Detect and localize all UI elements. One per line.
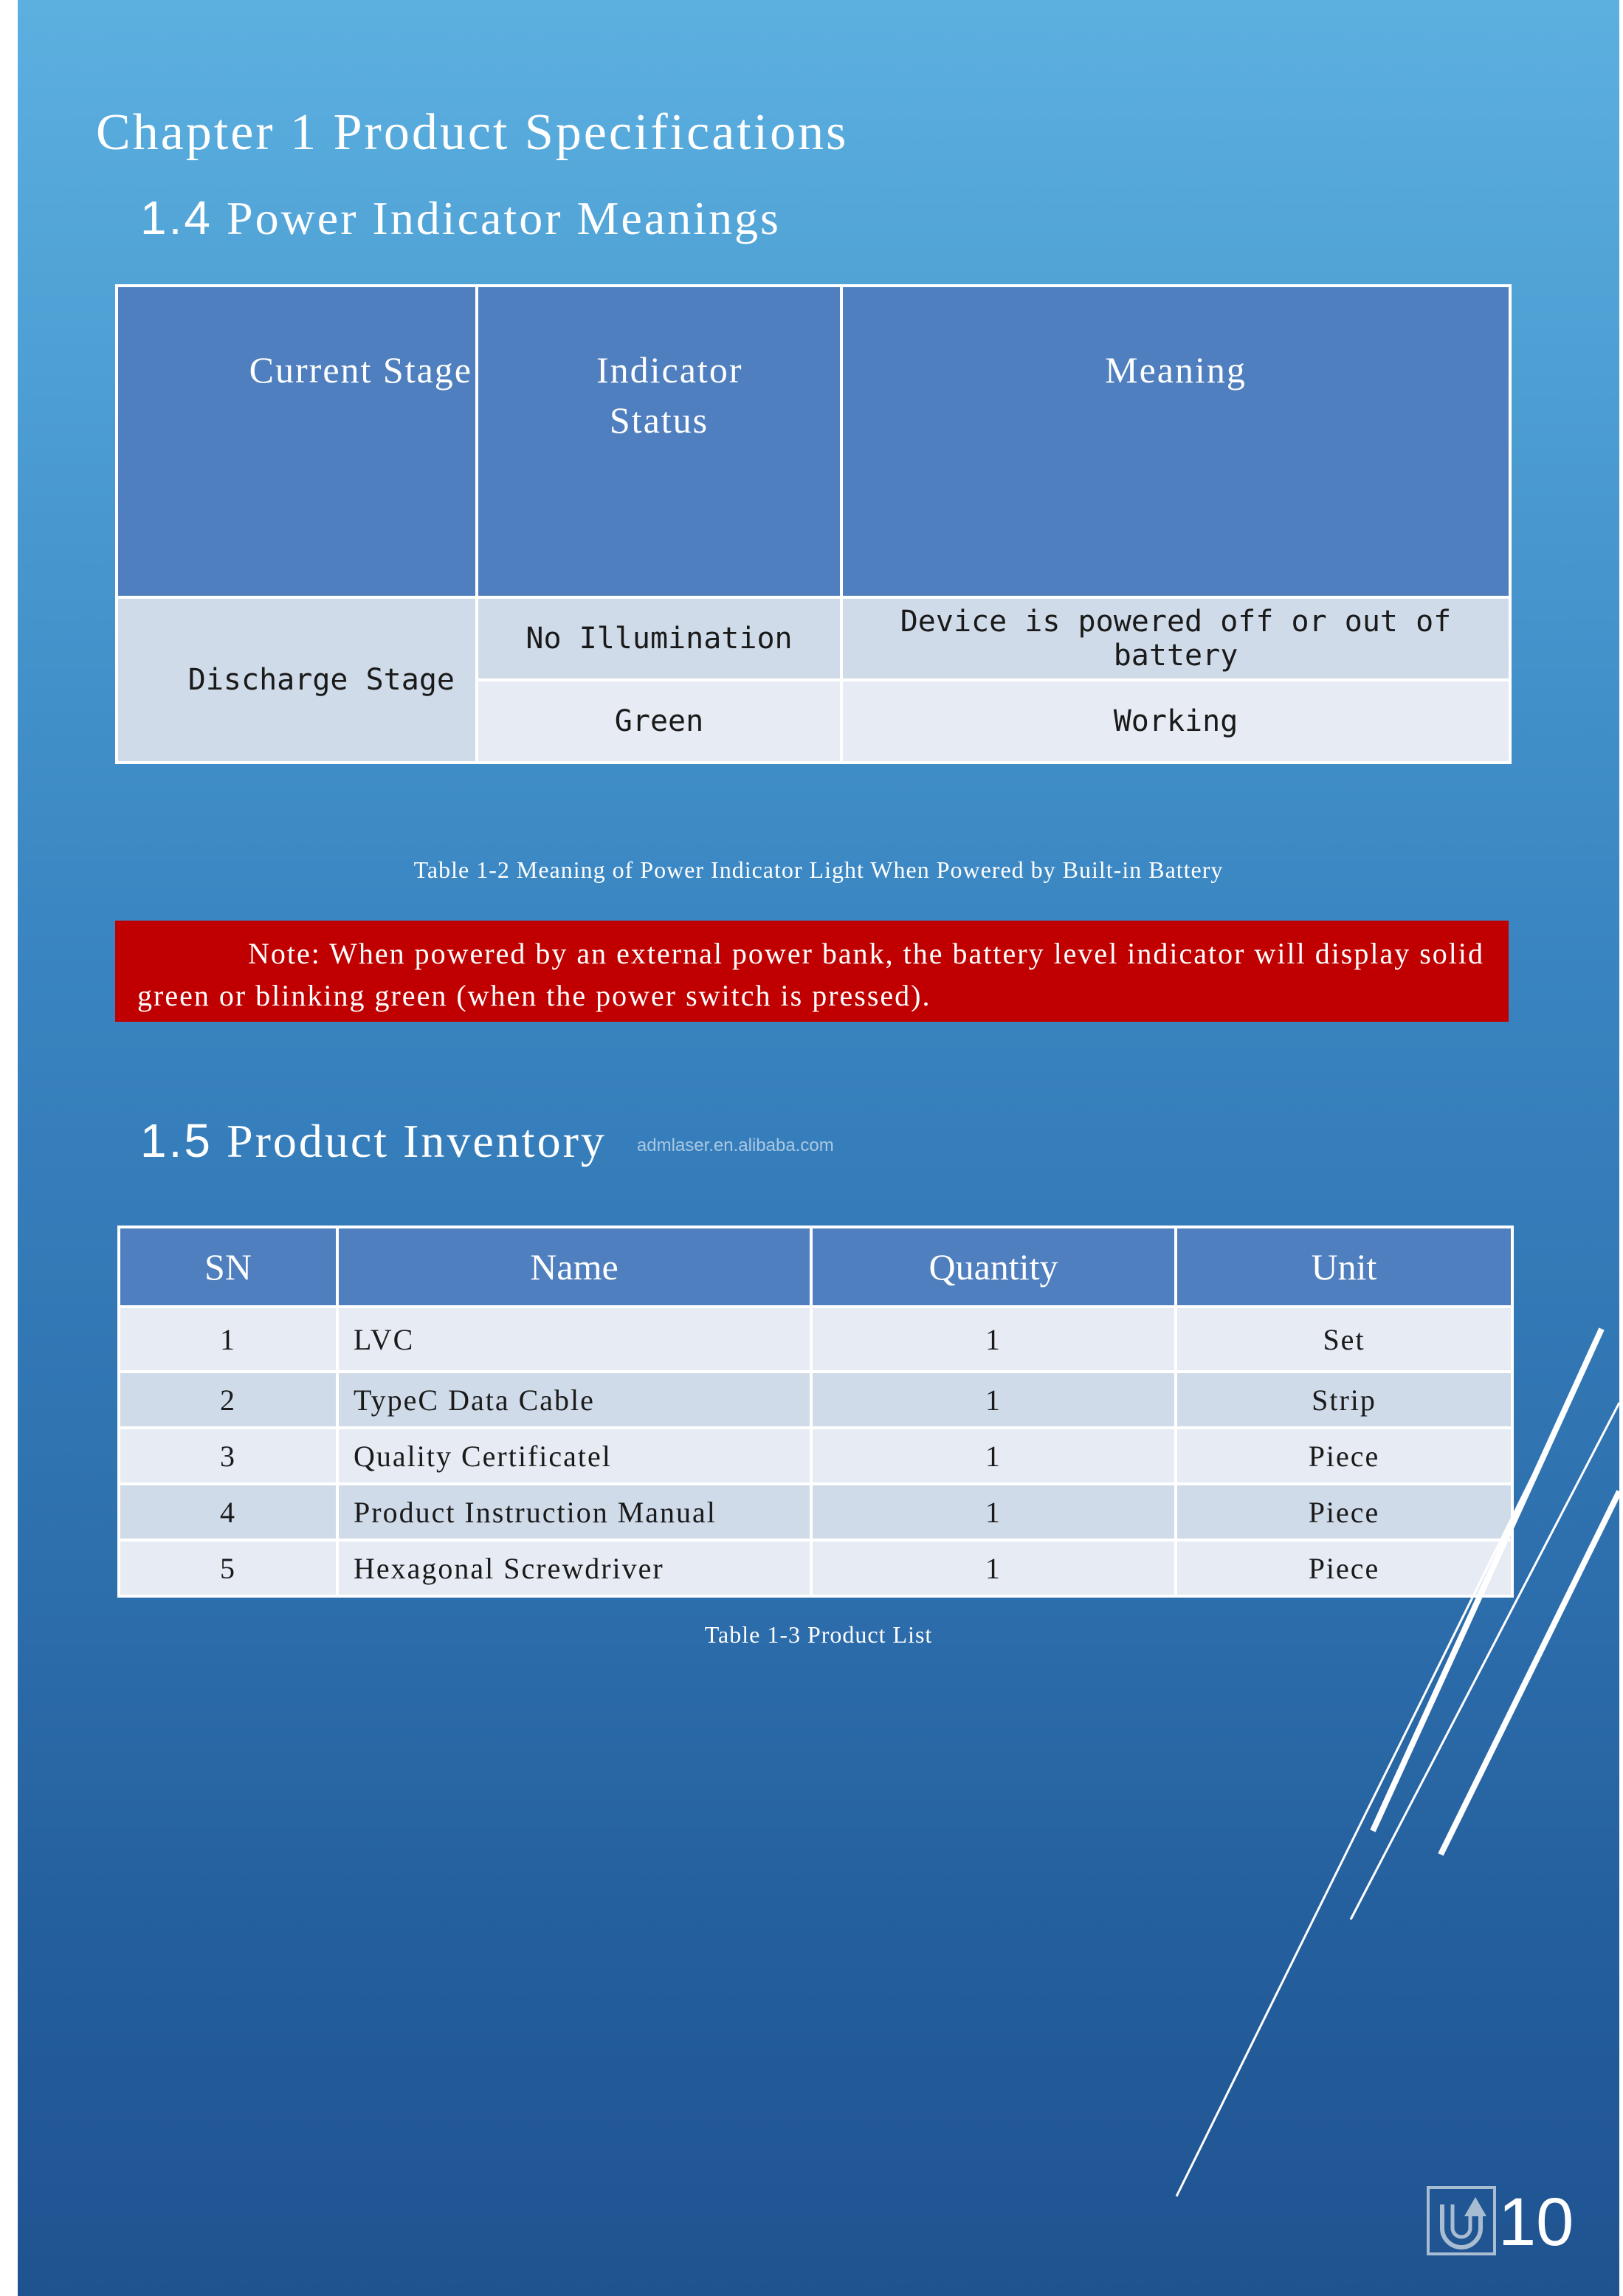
quantity-cell: 1 [811, 1484, 1176, 1540]
quantity-cell: 1 [811, 1372, 1176, 1428]
u-arrow-logo-icon [1426, 2185, 1497, 2256]
section-number: 1.5 [140, 1114, 213, 1167]
deco-line [1351, 1403, 1619, 1919]
sn-cell: 5 [119, 1540, 337, 1596]
document-page [18, 0, 1619, 2296]
quantity-cell: 1 [811, 1540, 1176, 1596]
chapter-title: Chapter 1 Product Specifications [96, 104, 849, 161]
section-number: 1.4 [140, 191, 213, 244]
table-1-2-caption: Table 1-2 Meaning of Power Indicator Light When Powered by Built-in Battery [413, 856, 1224, 883]
header-meaning: Meaning [841, 286, 1510, 597]
deco-line [1176, 1477, 1532, 2196]
status-cell: No Illumination [477, 597, 841, 680]
name-cell: TypeC Data Cable [337, 1372, 811, 1428]
unit-cell: Piece [1176, 1428, 1512, 1484]
meaning-cell: Device is powered off or out of battery [841, 597, 1510, 680]
stage-cell: Discharge Stage [117, 597, 477, 763]
quantity-cell: 1 [811, 1307, 1176, 1372]
sn-cell: 1 [119, 1307, 337, 1372]
watermark-text: admlaser.en.alibaba.com [636, 1135, 834, 1156]
unit-cell: Set [1176, 1307, 1512, 1372]
name-cell: Quality Certificatel [337, 1428, 811, 1484]
unit-cell: Piece [1176, 1484, 1512, 1540]
sn-cell: 3 [119, 1428, 337, 1484]
table-1-3-caption: Table 1-3 Product List [704, 1621, 933, 1648]
status-cell: Green [477, 680, 841, 763]
header-quantity: Quantity [811, 1227, 1176, 1307]
note-box: Note: When powered by an external power bank, the battery level indicator will display solid green or blinking green (when the power switch is pressed). [115, 921, 1509, 1022]
header-name: Name [337, 1227, 811, 1307]
section-title: Power Indicator Meanings [226, 192, 781, 244]
name-cell: Product Instruction Manual [337, 1484, 811, 1540]
page-number: 10 [1498, 2185, 1574, 2260]
section-title: Product Inventory [226, 1115, 607, 1167]
deco-line [1441, 1491, 1619, 1855]
unit-cell: Piece [1176, 1540, 1512, 1596]
header-indicator-status: Indicator Status [477, 286, 841, 597]
meaning-cell: Working [841, 680, 1510, 763]
quantity-cell: 1 [811, 1428, 1176, 1484]
unit-cell: Strip [1176, 1372, 1512, 1428]
sn-cell: 2 [119, 1372, 337, 1428]
header-unit: Unit [1176, 1227, 1512, 1307]
name-cell: Hexagonal Screwdriver [337, 1540, 811, 1596]
decorative-diagonal-lines [18, 0, 1619, 2296]
header-current-stage: Current Stage [117, 286, 477, 597]
name-cell: LVC [337, 1307, 811, 1372]
sn-cell: 4 [119, 1484, 337, 1540]
header-sn: SN [119, 1227, 337, 1307]
